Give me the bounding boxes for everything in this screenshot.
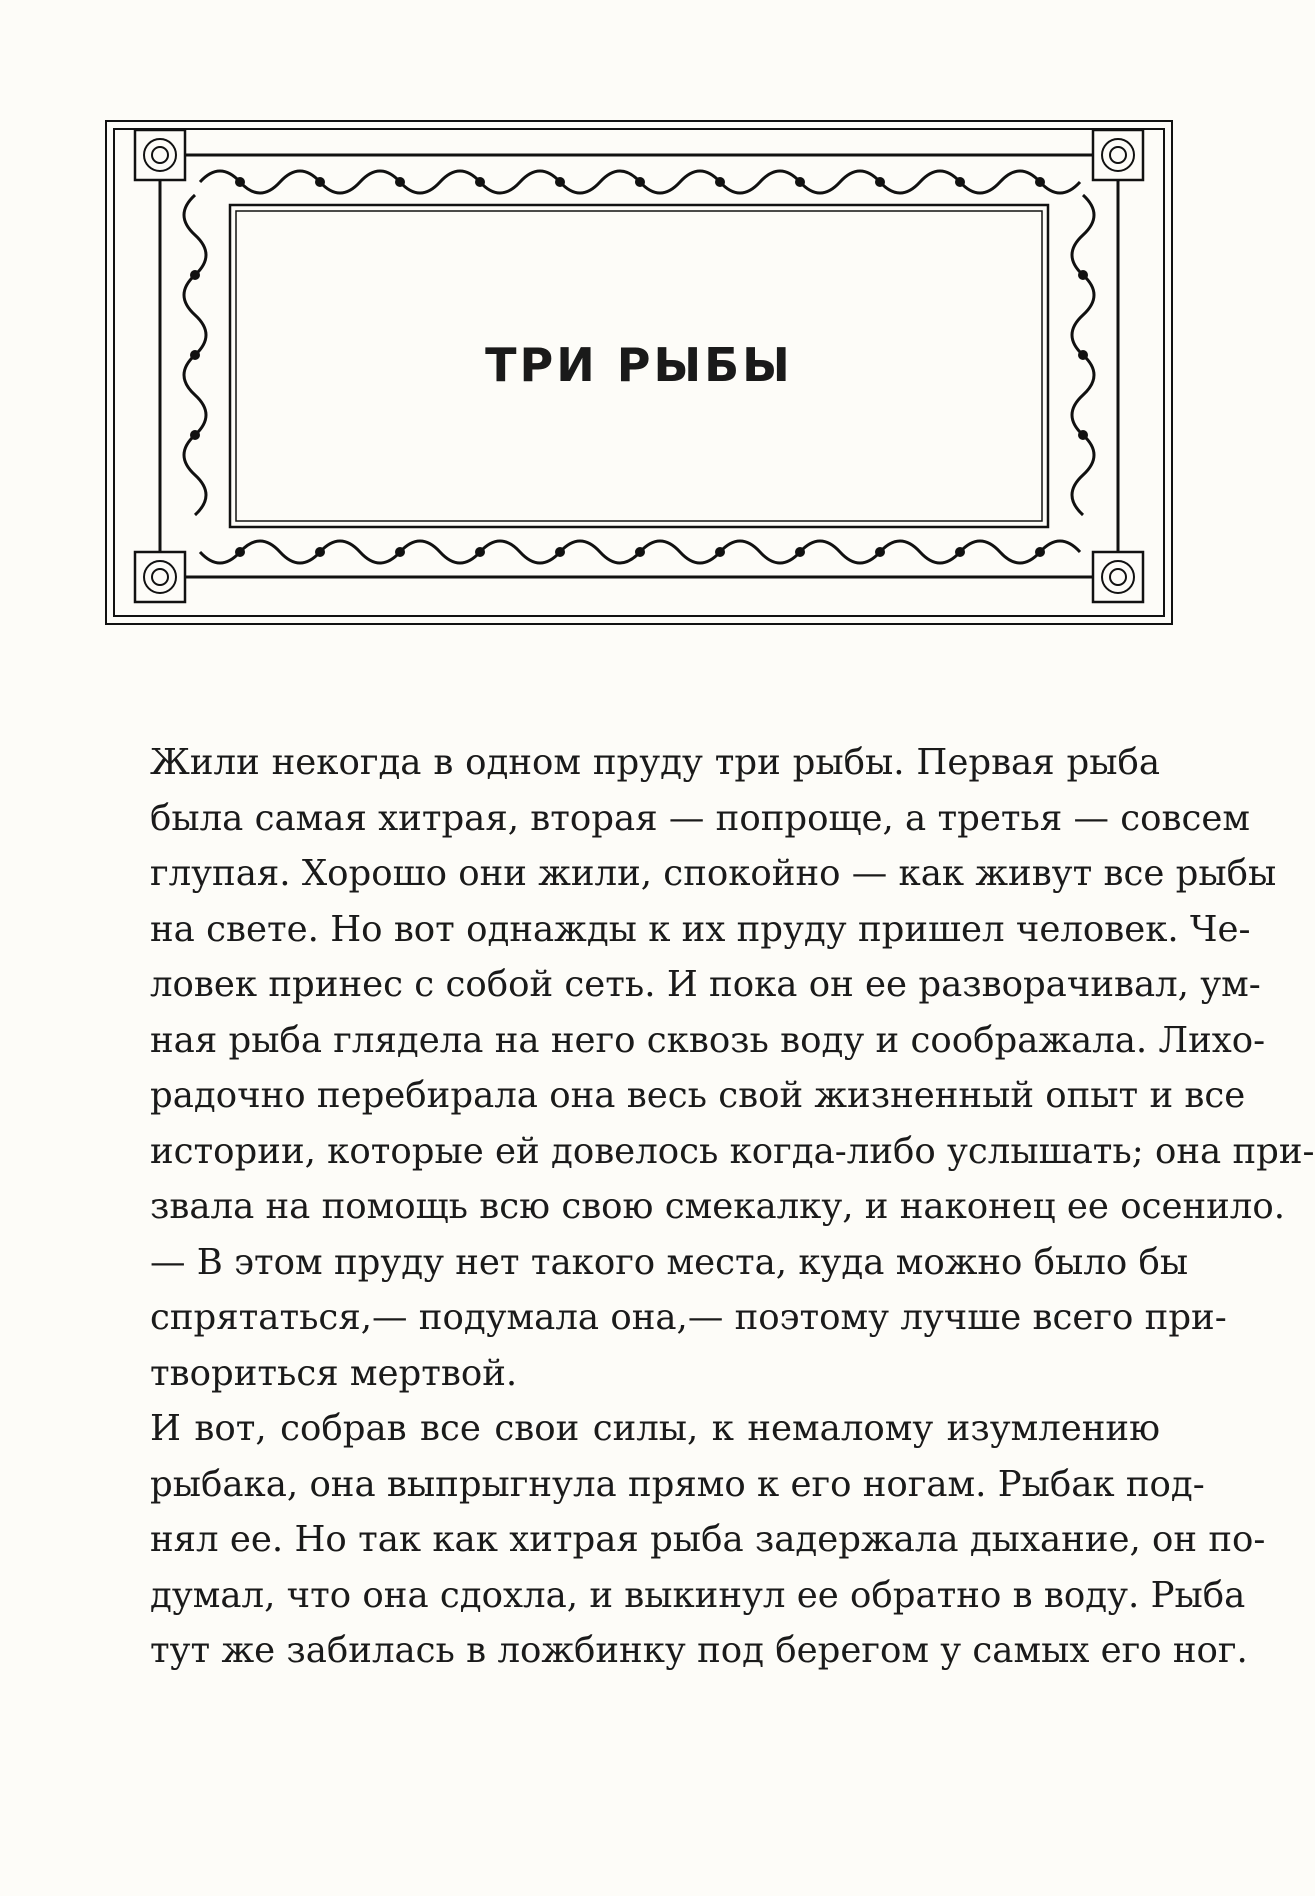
story-text [150, 735, 1315, 1679]
text-line: глупая. Хорошо они жили, спокойно — как живут все рыбы [150, 853, 1277, 894]
chapter-title: ТРИ РЫБЫ [485, 338, 793, 392]
text-line: ловек принес с собой сеть. И пока он ее разворачивал, ум- [150, 964, 1261, 1005]
text-line: ная рыба глядела на него сквозь воду и соображала. Лихо- [150, 1019, 1266, 1061]
text-line: нял ее. Но так как хитрая рыба задержала дыхание, он по- [150, 1519, 1266, 1560]
text-line: звала на помощь всю свою смекалку, и наконец ее осенило. [150, 1186, 1286, 1227]
text-line: И вот, собрав все свои силы, к немалому изумлению [150, 1408, 1160, 1449]
text-line: рыбака, она выпрыгнула прямо к его ногам. Рыбак под- [150, 1463, 1205, 1505]
text-line: спрятаться,— подумала она,— поэтому лучше всего при- [150, 1297, 1227, 1338]
text-line: была самая хитрая, вторая — попроще, а третья — совсем [150, 797, 1251, 839]
text-line: — В этом пруду нет такого места, куда можно было бы [150, 1241, 1189, 1283]
text-line: тут же забилась в ложбинку под берегом у самых его ног. [150, 1630, 1248, 1671]
text-line: радочно перебирала она весь свой жизненный опыт и все [150, 1075, 1246, 1116]
text-line: думал, что она сдохла, и выкинул ее обратно в воду. Рыба [150, 1574, 1246, 1616]
ornamental-title-frame [105, 120, 1173, 625]
text-line: на свете. Но вот однажды к их пруду пришел человек. Че- [150, 908, 1251, 950]
text-line: Жили некогда в одном пруду три рыбы. Первая рыба [150, 742, 1160, 783]
text-line: истории, которые ей довелось когда-либо услышать; она при- [150, 1130, 1315, 1172]
text-line: твориться мертвой. [150, 1352, 518, 1394]
